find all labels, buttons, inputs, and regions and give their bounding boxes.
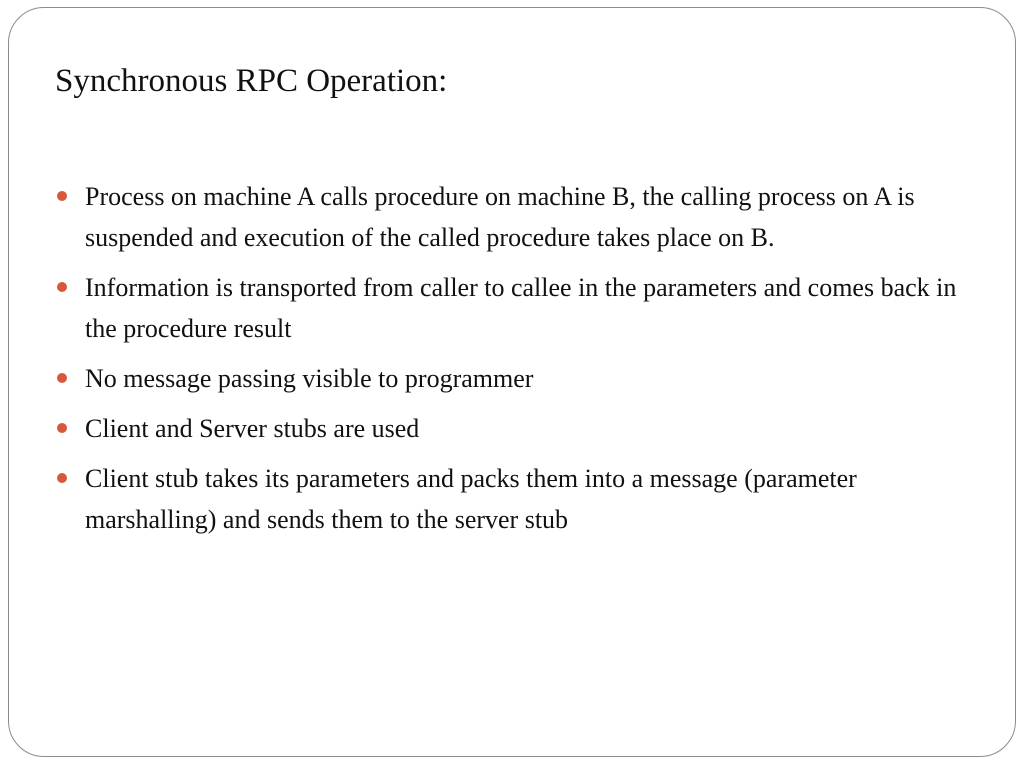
bullet-dot-icon	[57, 191, 67, 201]
bullet-text: Client stub takes its parameters and packs them into a message (parameter marshalling) and sends them to the server stub	[85, 464, 857, 534]
bullet-item	[55, 176, 975, 258]
bullet-text: Process on machine A calls procedure on machine B, the calling process on A is suspended and execution of the called procedure takes place on B.	[85, 182, 915, 252]
bullet-dot-icon	[57, 282, 67, 292]
slide-title: Synchronous RPC Operation:	[55, 63, 448, 99]
bullet-dot-icon	[57, 423, 67, 433]
slide-frame	[8, 7, 1016, 757]
bullet-item	[55, 408, 975, 449]
bullet-text: No message passing visible to programmer	[85, 364, 534, 393]
bullet-list	[55, 176, 975, 549]
bullet-dot-icon	[57, 473, 67, 483]
bullet-text: Information is transported from caller to callee in the parameters and comes back in the procedure result	[85, 273, 957, 343]
bullet-dot-icon	[57, 373, 67, 383]
bullet-item	[55, 267, 975, 349]
bullet-item	[55, 458, 975, 540]
bullet-text: Client and Server stubs are used	[85, 414, 420, 443]
bullet-item	[55, 358, 975, 399]
